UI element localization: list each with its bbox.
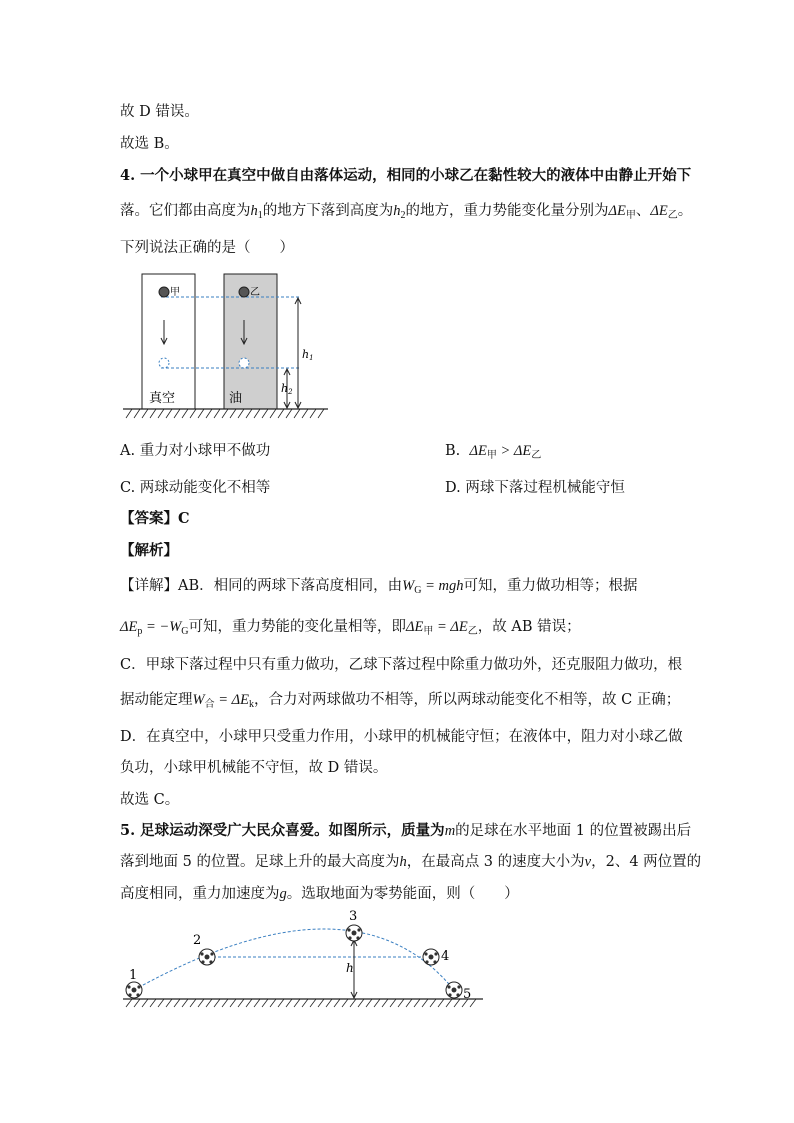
text-line: 故选 B。 [120,136,179,152]
question-4-line [120,201,692,226]
ground-hatching [126,999,476,1007]
label-pos4: 4 [441,949,450,964]
football-2 [199,949,215,965]
football-1 [126,982,142,998]
text: 、 [635,203,651,219]
label-yi: 乙 [250,287,260,298]
label-pos1: 1 [129,968,138,983]
question-4-text: 4. 一个小球甲在真空中做自由落体运动，相同的小球乙在黏性较大的液体中由静止开始下 [120,167,692,184]
football-3 [346,925,362,941]
label-h2: h2 [281,382,293,396]
football-5 [446,982,462,998]
math-work-energy: $W_合 = \Delta E_k$ [192,692,254,710]
question-4-line: 下列说法正确的是（ ） [120,240,294,256]
detail-line: 【详解】AB．相同的两球下落高度相同，由$W_G$ = mgh可知，重力做功相等；根据 [120,578,638,596]
question-5-line: 高度相同，重力加速度为g。选取地面为零势能面，则（ ） [120,886,519,902]
detail-line: C．甲球下落过程中只有重力做功，乙球下落过程中除重力做功外，还克服阻力做功，根 [120,657,683,673]
detail-line: D．在真空中，小球甲只受重力作用，小球甲的机械能守恒；在液体中，阻力对小球乙做 [120,729,683,745]
math-wg-mgh: $W_G$ = mgh [402,578,464,596]
ball-yi-end [239,358,249,368]
math-dEp: $\Delta E_p = -W_G$ [120,619,189,637]
question-5-line: 5. 足球运动深受广大民众喜爱。如图所示，质量为m的足球在水平地面 1 的位置被踢出后 [120,822,692,839]
figure-falling-balls [118,268,333,420]
label-vacuum: 真空 [149,391,176,406]
detail-line: 据动能定理$W_合 = \Delta E_k$，合力对两球做功不相等，所以两球动能变化不相等，故 C 正确； [120,692,681,710]
answer-label: 【答案】C [120,510,190,527]
text: 。 [677,203,693,219]
analysis-label: 【解析】 [120,542,178,559]
text-line: 故 D 错误。 [120,104,199,120]
text: 的地方下落到高度为 [262,203,394,219]
option-d: D. 两球下落过程机械能守恒 [445,480,625,496]
trajectory [134,929,454,990]
math-dE-equal: $\Delta E_甲 = \Delta E_乙$ [406,619,478,637]
math-h2: $h_2$ [393,203,406,221]
option-b: B. $\Delta E_甲 > \Delta E_乙$ [445,443,542,461]
label-pos5: 5 [463,987,472,1002]
label-h1: h1 [302,348,314,362]
math-dE-jia: $\Delta E_甲$ [608,203,636,221]
label-pos2: 2 [193,933,202,948]
text: 落。它们都由高度为 [120,203,251,219]
math-h1: $h_1$ [250,203,263,221]
question-4-line [120,166,691,186]
text: 的地方，重力势能变化量分别为 [405,203,609,219]
label-oil: 油 [229,391,243,406]
question-5-line: 落到地面 5 的位置。足球上升的最大高度为h，在最高点 3 的速度大小为v，2、4 两位置的 [120,854,702,870]
ball-jia [159,287,169,297]
label-pos3: 3 [349,909,358,924]
detail-line: 负功，小球甲机械能不守恒，故 D 错误。 [120,760,388,776]
ball-yi [239,287,249,297]
option-c: C. 两球动能变化不相等 [120,480,271,496]
text-line: 故选 C。 [120,792,180,808]
figure-football-trajectory [118,908,488,1008]
ground-hatching [126,409,324,418]
label-jia: 甲 [170,287,180,298]
math-dE-yi: $\Delta E_乙$ [650,203,678,221]
detail-line: $\Delta E_p = -W_G$可知，重力势能的变化量相等，即$\Delta E_甲 = \Delta E_乙$，故 AB 错误； [120,619,581,637]
label-h: h [346,961,354,975]
football-4 [423,949,439,965]
option-a: A. 重力对小球甲不做功 [120,443,271,459]
